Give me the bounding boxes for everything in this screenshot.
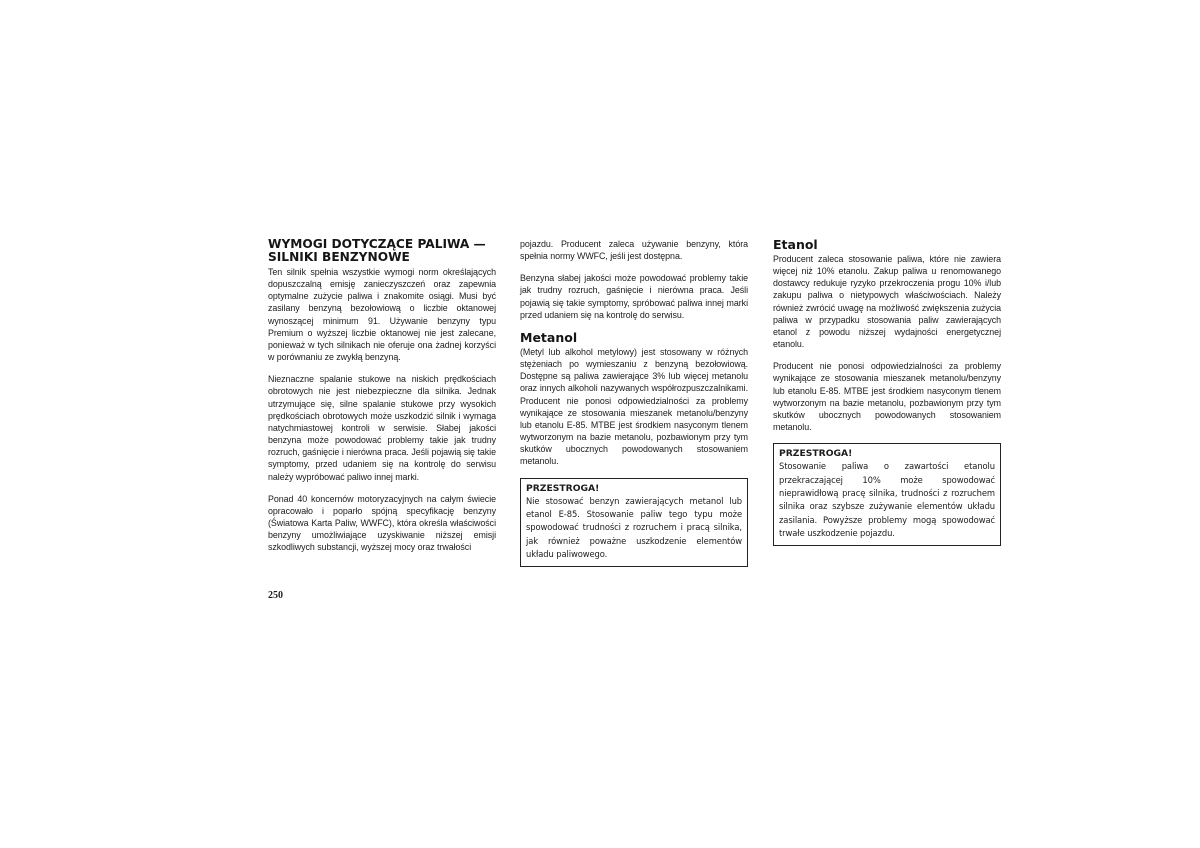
- warning-text: Nie stosować benzyn zawierających metanol lub etanol E-85. Stosowanie paliw tego typu może spowodować trudności z rozruchem i pracą silnika, jak również poważne uszkodzenie elementów układu paliwowego.: [526, 495, 742, 560]
- heading-methanol: Metanol: [520, 329, 578, 345]
- paragraph-ethanol: Producent zaleca stosowanie paliwa, które nie zawiera więcej niż 10% etanolu. Zakup paliwa u renomowanego dostawcy redukuje ryzyko przekroczenia progu 10% i/lub zakupu paliwa o nietypowych właściwościach. Należy również zwrócić uwagę na możliwość zwiększenia zużycia paliwa w przypadku stosowania paliw zawierających etanol z powodu niższej wydajności energetycznej etanolu.: [773, 254, 1001, 350]
- column-3: [773, 238, 1001, 546]
- column-1: [268, 238, 496, 563]
- section-title-line-2: SILNIKI BENZYNOWE: [268, 250, 410, 264]
- paragraph-methanol: (Metyl lub alkohol metylowy) jest stosowany w różnych stężeniach po wymieszaniu z benzyną bezołowiową. Dostępne są paliwa zawierające 3% lub więcej metanolu oraz innych alkoholi nazywanych współrozpuszczalnikami. Producent nie ponosi odpowiedzialności za problemy wynikające ze stosowania mieszanek metanolu/benzyny lub etanolu E-85. MTBE jest środkiem nasyconym tlenem wytworzonym na bazie metanolu, pozbawionym przy tym skutków ubocznych powodowanych stosowaniem metanolu.: [520, 346, 748, 467]
- warning-title: PRZESTROGA!: [526, 482, 600, 494]
- paragraph-liability: Producent nie ponosi odpowiedzialności za problemy wynikające ze stosowania mieszanek metanolu/benzyny lub etanolu E-85. MTBE jest środkiem nasyconym tlenem wytworzonym na bazie metanolu, pozbawionym przy tym skutków ubocznych powodowanych stosowaniem metanolu.: [773, 361, 1001, 433]
- section-title: [268, 238, 496, 264]
- heading-ethanol: Etanol: [773, 237, 818, 252]
- page-number: 250: [268, 590, 283, 601]
- paragraph-wwfc: Ponad 40 koncernów motoryzacyjnych na całym świecie opracowało i poparło spójną specyfikację benzyny (Światowa Karta Paliw, WWFC), która określa właściwości benzyny umożliwiające uzyskiwanie niższej emisji szkodliwych substancji, wyższej mocy oraz trwałości: [268, 493, 496, 553]
- column-2: [520, 238, 748, 567]
- warning-title: PRZESTROGA!: [779, 448, 853, 460]
- warning-text: Stosowanie paliwa o zawartości etanolu przekraczającej 10% może spowodować nieprawidłową pracę silnika, trudności z rozruchem silnika oraz szybsze zużywanie elementów układu zasilania. Powyższe problemy mogą spowodować trwałe uszkodzenie pojazdu.: [779, 461, 995, 539]
- section-title-line-1: WYMOGI DOTYCZĄCE PALIWA —: [268, 237, 486, 251]
- paragraph-poor-fuel: Benzyna słabej jakości może powodować problemy takie jak trudny rozruch, gaśnięcie i nierówna praca. Jeśli pojawią się takie symptomy, spróbować paliwa innej marki przed udaniem się na kontrolę do serwisu.: [520, 273, 748, 320]
- paragraph-knocking: Nieznaczne spalanie stukowe na niskich prędkościach obrotowych nie jest niebezpieczne dla silnika. Jednak utrzymujące się, silne spalanie stukowe przy wysokich prędkościach obrotowych może uszkodzić silnik i wymaga natychmiastowej kontroli w serwisie. Słabej jakości benzyna może powodować problemy takie jak trudny rozruch, gaśnięcie i nierówna praca. Jeśli pojawią się takie symptomy, przed udaniem się na kontrolę do serwisu należy wypróbować paliwo innej marki.: [268, 374, 496, 482]
- paragraph-wwfc-continued: pojazdu. Producent zaleca używanie benzyny, która spełnia normy WWFC, jeśli jest dostępna.: [520, 239, 748, 262]
- paragraph-fuel-requirements: Ten silnik spełnia wszystkie wymogi norm określających dopuszczalną emisję zanieczyszczeń oraz zapewnia optymalne zużycie paliwa i znakomite osiągi. Musi być zasilany benzyną bezołowiową o liczbie oktanowej wynoszącej minimum 91. Używanie benzyny typu Premium o wyższej liczbie oktanowej nie jest zalecane, ponieważ w tych silnikach nie oferuje ona żadnej korzyści w porównaniu ze zwykłą benzyną.: [268, 267, 496, 363]
- warning-box-ethanol: [773, 443, 1001, 545]
- warning-box-methanol: [520, 478, 748, 567]
